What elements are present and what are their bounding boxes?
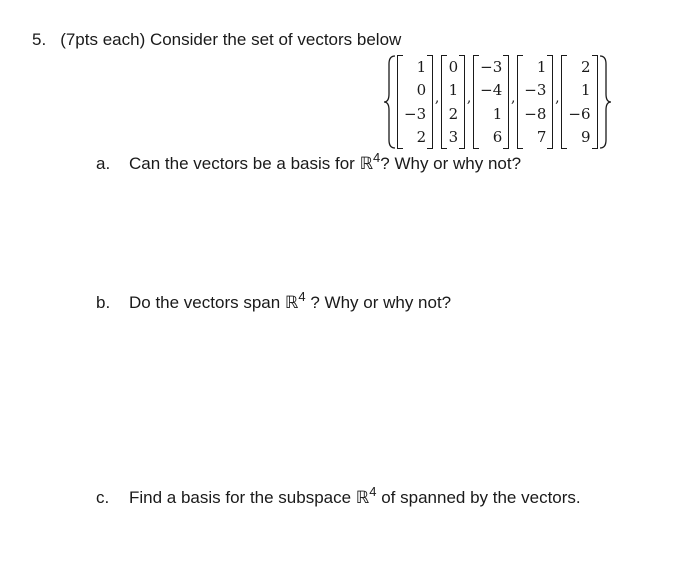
dimension-superscript: 4 (369, 484, 377, 499)
question-letter: b. (96, 293, 111, 312)
vector-entries (447, 55, 459, 149)
question-a (96, 150, 521, 174)
vector-4 (517, 55, 553, 149)
vector-entry: −3 (404, 104, 427, 123)
vector-entry: −6 (568, 104, 591, 123)
real-space-letter: ℝ (359, 154, 374, 174)
vector-entry: 3 (448, 128, 459, 147)
comma: , (555, 90, 560, 106)
vector-entry: −4 (480, 81, 503, 100)
vector-3 (473, 55, 509, 149)
vector-set (383, 54, 612, 150)
question-b (96, 289, 451, 313)
vector-entry: 1 (492, 104, 503, 123)
vector-entries (479, 55, 503, 149)
question-text-before: Can the vectors be a basis for (129, 154, 360, 173)
vector-entry: 2 (580, 57, 591, 76)
problem-number: 5. (32, 30, 47, 49)
problem-statement: (7pts each) Consider the set of vectors below (60, 30, 402, 49)
comma: , (511, 90, 516, 106)
real-space-symbol (359, 150, 381, 174)
question-c (96, 484, 581, 508)
question-text-after: of spanned by the vectors. (376, 488, 581, 507)
vector-entry: −8 (524, 104, 547, 123)
vector-entries (403, 55, 427, 149)
vector-entry: 0 (416, 81, 427, 100)
vector-entry: 0 (448, 57, 459, 76)
question-text-before: Do the vectors span (129, 293, 285, 312)
question-letter: a. (96, 154, 111, 173)
vector-5 (561, 55, 597, 149)
right-brace (598, 54, 612, 150)
vector-entry: 1 (580, 81, 591, 100)
vector-entry: −3 (524, 81, 547, 100)
vector-entry: 1 (416, 57, 427, 76)
vector-entry: −3 (480, 57, 503, 76)
question-letter: c. (96, 488, 110, 507)
vector-entries (567, 55, 591, 149)
dimension-superscript: 4 (298, 289, 306, 304)
real-space-letter: ℝ (284, 293, 299, 313)
vector-entry: 1 (536, 57, 547, 76)
vector-entry: 7 (536, 128, 547, 147)
vector-entry: 6 (492, 128, 503, 147)
real-space-symbol (355, 484, 377, 508)
vector-entries (523, 55, 547, 149)
left-brace (383, 54, 397, 150)
vector-entry: 1 (448, 81, 459, 100)
vector-entry: 2 (448, 104, 459, 123)
real-space-symbol (284, 289, 306, 313)
problem-header (32, 30, 401, 50)
real-space-letter: ℝ (355, 488, 370, 508)
vector-2 (441, 55, 465, 149)
question-text-after: ? Why or why not? (380, 154, 522, 173)
comma: , (434, 90, 440, 106)
question-text-before: Find a basis for the subspace (129, 488, 356, 507)
vector-1 (397, 55, 433, 149)
question-text-after: ? Why or why not? (305, 293, 452, 312)
vector-entry: 9 (580, 128, 591, 147)
dimension-superscript: 4 (373, 150, 381, 165)
comma: , (466, 90, 472, 106)
vector-entry: 2 (416, 128, 427, 147)
